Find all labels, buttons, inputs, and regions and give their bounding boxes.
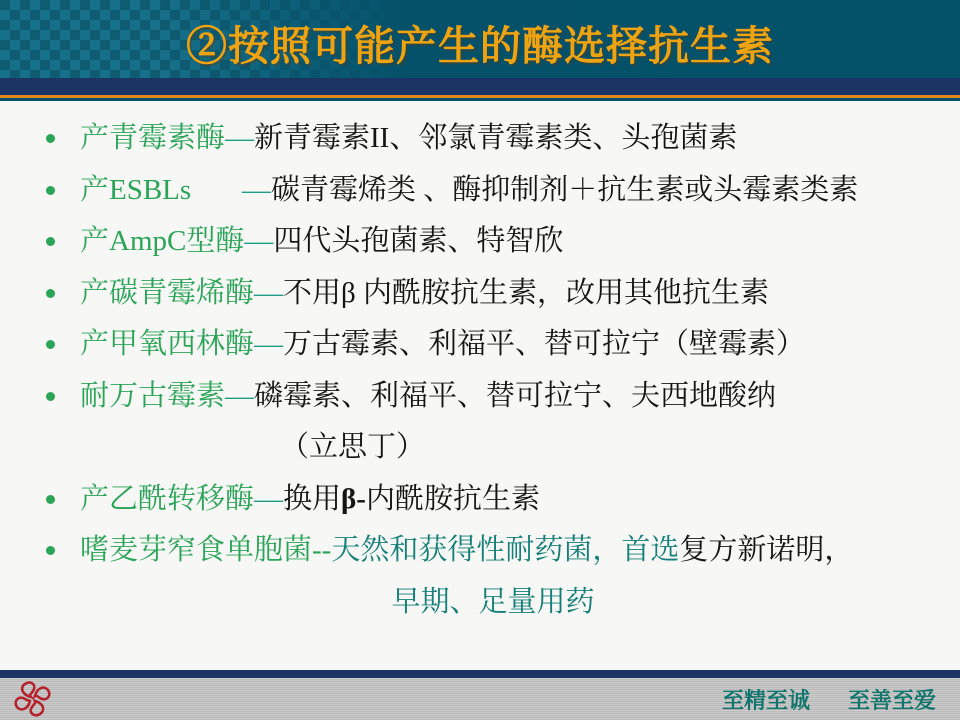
bullet-item <box>0 319 960 371</box>
bullet-item <box>0 371 960 423</box>
text-segment: 不用β 内酰胺抗生素，改用其他抗生素 <box>283 276 770 309</box>
text-segment: 万古霉素、利福平、替可拉宁（壁霉素） <box>283 328 806 361</box>
header-background <box>0 0 960 78</box>
bullet-item <box>0 113 960 165</box>
text-segment: — <box>254 276 284 309</box>
text-segment: 嗜麦芽窄食单胞菌-- <box>80 534 332 567</box>
motto-1: 至精至诚 <box>721 687 810 713</box>
text-segment: 产碳青霉烯酶 <box>80 276 255 309</box>
slide-footer <box>0 678 960 720</box>
text-segment: — <box>244 225 274 258</box>
text-segment: — <box>254 328 284 361</box>
footer-mottos <box>722 684 960 715</box>
text-segment: 四代头孢菌素、特智欣 <box>273 225 564 258</box>
text-segment: 产甲氧西林酶 <box>80 328 255 361</box>
hospital-clover-logo-icon <box>9 679 57 720</box>
text-segment: （立思丁） <box>280 431 426 464</box>
bullet-dot-icon <box>46 392 55 401</box>
bullet-dot-icon <box>46 289 55 298</box>
bullet-item <box>0 165 960 217</box>
text-segment: 早期、足量用药 <box>391 585 595 618</box>
text-segment: 磷霉素、利福平、替可拉宁、夫西地酸纳 <box>254 379 777 412</box>
text-segment: β- <box>341 482 366 515</box>
text-segment: 产青霉素酶 <box>80 122 226 155</box>
bullet-item <box>0 268 960 320</box>
text-segment: 内酰胺抗生素 <box>365 482 540 515</box>
bullet-dot-icon <box>46 186 55 195</box>
bullet-item <box>0 216 960 268</box>
bullet-dot-icon <box>46 237 55 246</box>
bullet-dot-icon <box>46 340 55 349</box>
bullet-dot-icon <box>46 134 55 143</box>
slide-header <box>0 0 960 101</box>
text-segment: 换用 <box>283 482 342 515</box>
text-segment: — <box>254 482 284 515</box>
continuation-line <box>0 577 960 629</box>
text-segment: 复方新诺明， <box>679 534 854 567</box>
bullet-list <box>0 101 960 670</box>
text-segment <box>191 174 242 207</box>
text-segment: 产ESBLs <box>80 173 192 206</box>
text-segment: 耐万古霉素 <box>80 379 226 412</box>
text-segment: 天然和获得性耐药菌，首选 <box>331 534 680 567</box>
bullet-dot-icon <box>46 495 55 504</box>
text-segment: — <box>241 173 271 206</box>
text-segment: 产AmpC型酶 <box>80 225 245 258</box>
bullet-item <box>0 474 960 526</box>
bullet-dot-icon <box>46 546 55 555</box>
motto-2: 至善至爱 <box>847 687 936 713</box>
text-segment: 产乙酰转移酶 <box>80 482 255 515</box>
header-navy-band <box>0 78 960 95</box>
text-segment: — <box>225 122 255 155</box>
page-title: ②按照可能产生的酶选择抗生素 <box>186 22 774 69</box>
footer-navy-band <box>0 670 960 678</box>
text-segment: 碳青霉烯类 、酶抑制剂＋抗生素或头霉素类素 <box>270 173 859 206</box>
header-teal-strip <box>0 98 960 101</box>
bullet-item <box>0 525 960 577</box>
continuation-line <box>0 422 960 474</box>
text-segment: 新青霉素II、邻氯青霉素类、头孢菌素 <box>254 122 738 155</box>
text-segment: — <box>225 379 255 412</box>
